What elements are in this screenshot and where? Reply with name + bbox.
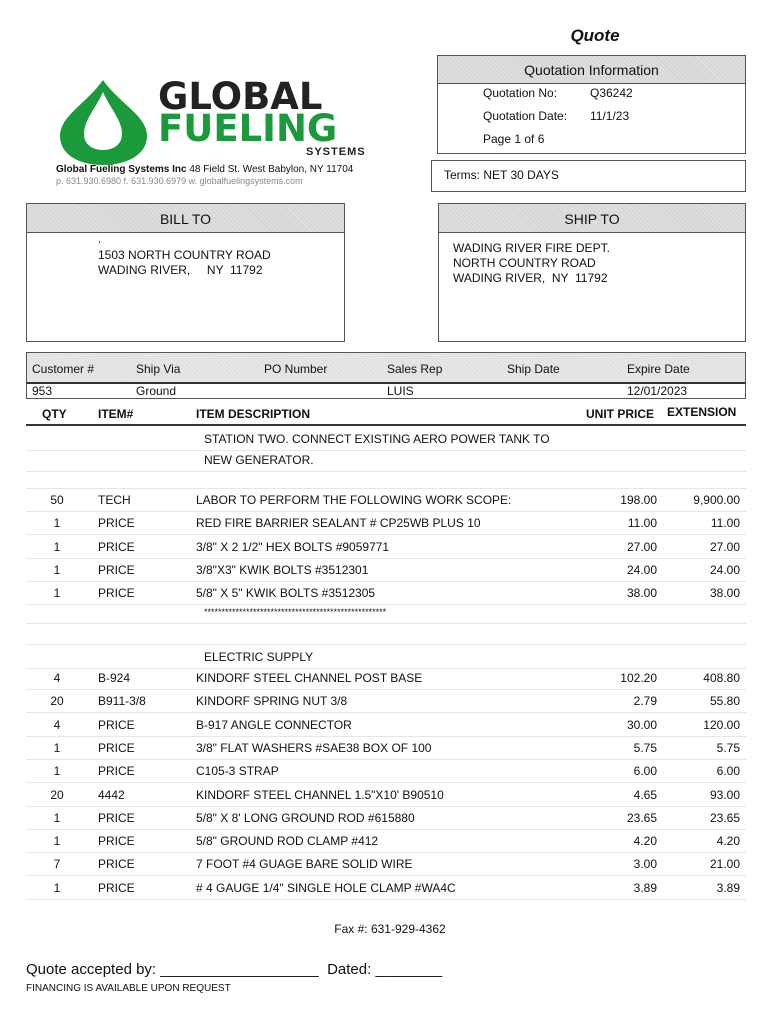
- qty-cell: 1: [53, 880, 61, 895]
- description-cell: 3/8" FLAT WASHERS #SAE38 BOX OF 100: [196, 740, 432, 755]
- description-cell: # 4 GAUGE 1/4" SINGLE HOLE CLAMP #WA4C: [196, 880, 456, 895]
- ship-via-value: Ground: [136, 384, 177, 398]
- table-row: [26, 784, 746, 807]
- item-cell: PRICE: [98, 539, 135, 554]
- sales-rep-label: Sales Rep: [387, 362, 443, 376]
- description-cell: 5/8" X 5" KWIK BOLTS #3512305: [196, 586, 376, 601]
- unit-price-cell: 38.00: [626, 586, 657, 601]
- description-cell: B-917 ANGLE CONNECTOR: [196, 717, 352, 732]
- description-cell: 3/8"X3" KWIK BOLTS #3512301: [196, 562, 369, 577]
- extension-cell: 4.20: [716, 834, 740, 849]
- ship-to-line1: WADING RIVER FIRE DEPT.: [453, 241, 610, 255]
- qty-cell: 20: [50, 694, 64, 709]
- table-row: [26, 760, 746, 783]
- ship-to-line2: NORTH COUNTRY ROAD: [453, 256, 596, 270]
- extension-cell: 93.00: [709, 787, 740, 802]
- financing-note: FINANCING IS AVAILABLE UPON REQUEST: [26, 983, 231, 994]
- ship-date-label: Ship Date: [507, 362, 560, 376]
- extension-cell: 24.00: [709, 562, 740, 577]
- item-cell: PRICE: [98, 740, 135, 755]
- qty-cell: 1: [53, 764, 61, 779]
- bill-to-line1: 1503 NORTH COUNTRY ROAD: [98, 248, 271, 262]
- stars-divider: ****************************************************: [204, 607, 387, 617]
- sales-rep-value: LUIS: [387, 384, 414, 398]
- qty-cell: 20: [50, 787, 64, 802]
- table-row: [26, 830, 746, 853]
- quotation-no-value: Q36242: [590, 86, 633, 100]
- description-cell: 5/8" X 8' LONG GROUND ROD #615880: [196, 810, 415, 825]
- item-cell: PRICE: [98, 764, 135, 779]
- extension-cell: 23.65: [709, 810, 740, 825]
- description-cell: C105-3 STRAP: [196, 764, 279, 779]
- extension-cell: 11.00: [710, 516, 740, 531]
- qty-cell: 1: [53, 740, 61, 755]
- quote-accepted-line: Quote accepted by: ___________________ Dated: ________: [26, 961, 443, 978]
- unit-price-cell: 6.00: [633, 764, 657, 779]
- qty-cell: 1: [53, 834, 61, 849]
- extension-cell: 38.00: [709, 586, 740, 601]
- po-number-label: PO Number: [264, 362, 328, 376]
- company-address: [56, 164, 353, 175]
- description-cell: 3/8" X 2 1/2" HEX BOLTS #9059771: [196, 539, 390, 554]
- quotation-date-value: 11/1/23: [590, 109, 630, 123]
- description-cell: KINDORF STEEL CHANNEL POST BASE: [196, 671, 423, 685]
- company-address-street: 48 Field St. West Babylon, NY 11704: [189, 164, 354, 175]
- intro-line-1: STATION TWO. CONNECT EXISTING AERO POWER TANK TO: [204, 432, 550, 446]
- extension-cell: 6.00: [716, 764, 740, 779]
- item-cell: 4442: [98, 787, 125, 802]
- blank-row: [26, 624, 746, 645]
- unit-price-column-header: UNIT PRICE: [586, 407, 655, 421]
- table-row: [26, 489, 746, 512]
- table-row: [26, 512, 746, 535]
- item-cell: PRICE: [98, 810, 135, 825]
- fuel-drop-icon: [56, 78, 151, 166]
- extension-cell: 408.80: [703, 671, 740, 685]
- unit-price-cell: 102.20: [620, 671, 657, 685]
- unit-price-cell: 2.79: [633, 694, 657, 709]
- description-cell: 5/8" GROUND ROD CLAMP #412: [196, 834, 379, 849]
- page-title: Quote: [570, 26, 620, 45]
- section-label: ELECTRIC SUPPLY: [204, 650, 314, 664]
- qty-column-header: QTY: [42, 407, 67, 421]
- table-row: [26, 807, 746, 830]
- extension-cell: 5.75: [716, 740, 740, 755]
- qty-cell: 1: [53, 810, 61, 825]
- table-row: [26, 536, 746, 559]
- unit-price-cell: 30.00: [626, 717, 657, 732]
- page-number: Page 1 of 6: [483, 132, 545, 146]
- unit-price-cell: 4.20: [633, 834, 657, 849]
- ship-to-line3: WADING RIVER, NY 11792: [453, 271, 608, 285]
- extension-cell: 3.89: [716, 880, 740, 895]
- description-cell: LABOR TO PERFORM THE FOLLOWING WORK SCOPE:: [196, 493, 512, 507]
- unit-price-cell: 198.00: [620, 493, 657, 507]
- qty-cell: 7: [53, 857, 61, 872]
- table-row: [26, 559, 746, 582]
- company-address-name: Global Fueling Systems Inc: [56, 164, 187, 175]
- table-row: [26, 690, 746, 713]
- table-row: [26, 714, 746, 737]
- ship-via-label: Ship Via: [136, 362, 181, 376]
- blank-row: [26, 468, 746, 489]
- desc-column-header: ITEM DESCRIPTION: [196, 407, 311, 421]
- item-cell: PRICE: [98, 586, 135, 601]
- item-cell: PRICE: [98, 562, 135, 577]
- bill-to-line0: ,: [98, 234, 101, 245]
- description-cell: 7 FOOT #4 GUAGE BARE SOLID WIRE: [196, 857, 413, 872]
- intro-row-1: [26, 428, 746, 451]
- qty-cell: 1: [53, 539, 61, 554]
- qty-cell: 1: [53, 516, 61, 531]
- unit-price-cell: 27.00: [626, 539, 657, 554]
- table-row: [26, 737, 746, 760]
- unit-price-cell: 11.00: [627, 516, 657, 531]
- section-row: [26, 646, 746, 669]
- qty-cell: 50: [50, 493, 64, 507]
- stars-row: [26, 602, 746, 624]
- item-column-header: ITEM#: [98, 407, 134, 421]
- unit-price-cell: 24.00: [626, 562, 657, 577]
- extension-column-header: EXTENSION: [667, 405, 737, 419]
- unit-price-cell: 3.89: [633, 880, 657, 895]
- description-cell: KINDORF SPRING NUT 3/8: [196, 694, 348, 709]
- item-cell: B-924: [98, 671, 131, 685]
- description-cell: KINDORF STEEL CHANNEL 1.5"X10' B90510: [196, 787, 444, 802]
- quotation-date-label: Quotation Date:: [483, 109, 568, 123]
- terms-text: Terms: NET 30 DAYS: [444, 168, 559, 182]
- bill-to-line2: WADING RIVER, NY 11792: [98, 263, 263, 277]
- extension-cell: 9,900.00: [693, 493, 740, 507]
- unit-price-cell: 4.65: [633, 787, 657, 802]
- quote-info-header: Quotation Information: [437, 55, 746, 84]
- qty-cell: 4: [53, 717, 61, 732]
- extension-cell: 27.00: [709, 539, 740, 554]
- expire-date-value: 12/01/2023: [627, 384, 688, 398]
- extension-cell: 120.00: [703, 717, 740, 732]
- table-row: [26, 877, 746, 900]
- item-cell: B911-3/8: [98, 694, 146, 709]
- company-name-line1: GLOBAL: [158, 75, 323, 118]
- qty-cell: 1: [53, 586, 61, 601]
- item-cell: TECH: [98, 493, 131, 507]
- terms-box: [431, 160, 746, 192]
- company-name-line2: FUELING: [158, 107, 338, 150]
- bill-to-header: BILL TO: [26, 203, 345, 233]
- unit-price-cell: 3.00: [633, 857, 657, 872]
- table-row: [26, 853, 746, 876]
- item-cell: PRICE: [98, 717, 135, 732]
- company-contact: p. 631.930.6980 f. 631.930.6979 w. globalfuelingsystems.com: [56, 176, 303, 186]
- company-name-line3: SYSTEMS: [306, 146, 366, 158]
- extension-cell: 21.00: [709, 857, 740, 872]
- company-logo: [56, 75, 376, 166]
- unit-price-cell: 5.75: [633, 740, 657, 755]
- items-column-header: [26, 402, 746, 426]
- fax-number: Fax #: 631-929-4362: [334, 922, 446, 936]
- intro-line-2: NEW GENERATOR.: [204, 453, 314, 467]
- qty-cell: 4: [53, 671, 61, 685]
- customer-value: 953: [32, 384, 53, 398]
- ship-to-header: SHIP TO: [438, 203, 746, 233]
- expire-date-label: Expire Date: [627, 362, 690, 376]
- qty-cell: 1: [53, 562, 61, 577]
- item-cell: PRICE: [98, 516, 135, 531]
- item-cell: PRICE: [98, 880, 135, 895]
- table-row: [26, 667, 746, 690]
- quotation-no-label: Quotation No:: [483, 86, 558, 100]
- item-cell: PRICE: [98, 857, 135, 872]
- unit-price-cell: 23.65: [626, 810, 657, 825]
- item-cell: PRICE: [98, 834, 135, 849]
- customer-label: Customer #: [32, 362, 95, 376]
- description-cell: RED FIRE BARRIER SEALANT # CP25WB PLUS 10: [196, 516, 481, 531]
- extension-cell: 55.80: [709, 694, 740, 709]
